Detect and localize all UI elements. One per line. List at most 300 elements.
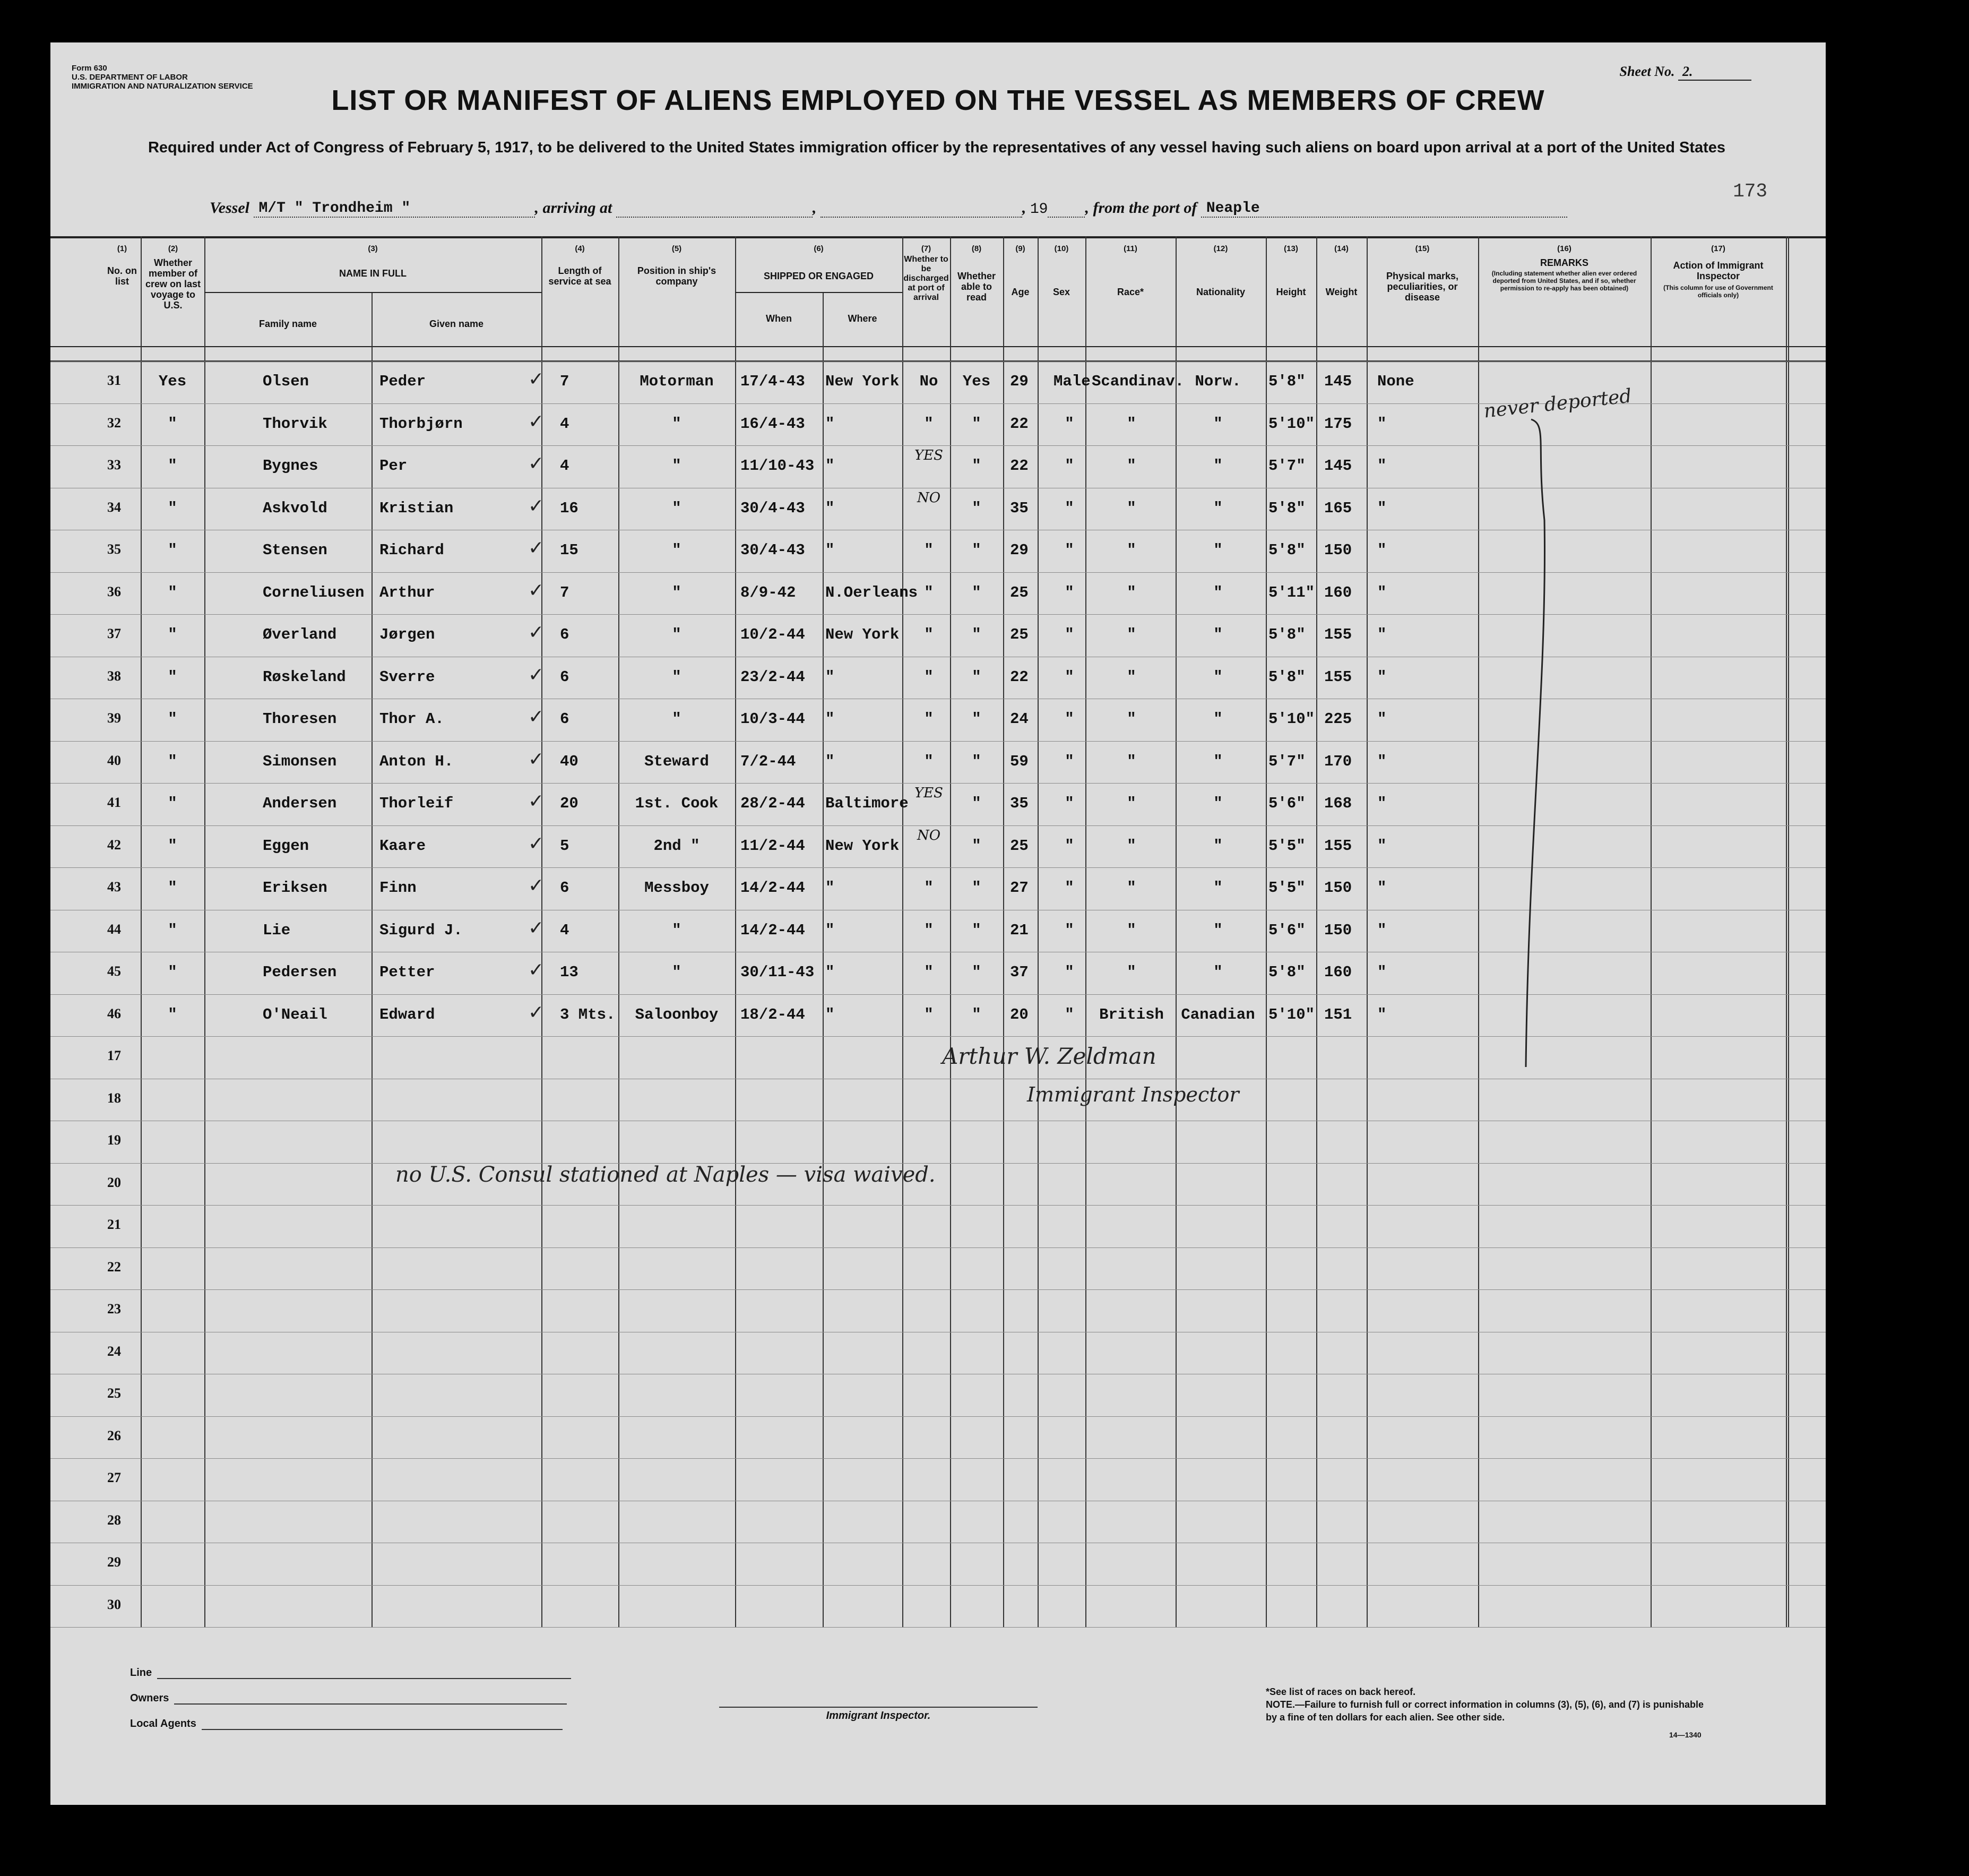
col8-header: Whether able to read [957, 271, 996, 303]
cell-prev: " [168, 626, 177, 643]
cell-family: Lie [263, 921, 291, 939]
cell-nationality: " [1213, 541, 1223, 559]
page-number: 173 [1733, 180, 1767, 202]
cell-sex: " [1065, 541, 1074, 559]
cell-prev: " [168, 1005, 177, 1023]
given-name-header: Given name [429, 319, 484, 329]
cell-prev: " [168, 710, 177, 728]
department-name: U.S. DEPARTMENT OF LABOR [72, 73, 188, 82]
cell-where: Baltimore [825, 795, 909, 812]
cell-sex: " [1065, 499, 1074, 517]
col2-number: (2) [168, 244, 178, 253]
arriving-port-blank [616, 217, 813, 218]
cell-weight: 155 [1324, 668, 1352, 686]
cell-read: " [972, 879, 981, 897]
cell-age: 24 [1010, 710, 1029, 728]
cell-prev: " [168, 795, 177, 812]
cell-family: Eriksen [263, 879, 327, 897]
cell-where: New York [825, 373, 900, 390]
cell-when: 14/2-44 [740, 921, 805, 939]
cell-position: 2nd " [653, 837, 700, 855]
cell-service: 7 [560, 373, 569, 390]
cell-height: 5'7" [1268, 752, 1306, 770]
cell-position: " [672, 457, 681, 475]
remarks-note: never deported [1482, 385, 1633, 423]
cell-service: 40 [560, 752, 578, 770]
cell-when: 10/2-44 [740, 626, 805, 643]
ditto-bracket [1515, 414, 1558, 1072]
cell-service: 6 [560, 668, 569, 686]
cell-prev: Yes [158, 373, 187, 390]
cell-prev: " [168, 541, 177, 559]
checkmark-icon: ✓ [528, 706, 545, 728]
cell-weight: 168 [1324, 795, 1352, 812]
cell-service: 6 [560, 710, 569, 728]
row-number: 33 [107, 457, 121, 472]
column-divider [950, 236, 951, 1627]
cell-age: 20 [1010, 1005, 1029, 1023]
shipped-where-header: Where [848, 313, 877, 324]
cell-when: 17/4-43 [740, 373, 805, 390]
col16-header: REMARKS [1540, 257, 1588, 268]
row-number: 34 [107, 499, 121, 515]
cell-age: 22 [1010, 415, 1029, 433]
cell-family: Thoresen [263, 710, 337, 728]
column-divider [372, 292, 373, 1627]
cell-discharge: " [924, 583, 934, 601]
cell-height: 5'8" [1268, 499, 1306, 517]
column-divider [1367, 236, 1368, 1627]
cell-sex: " [1065, 415, 1074, 433]
cell-prev: " [168, 457, 177, 475]
cell-age: 29 [1010, 373, 1029, 390]
inspector-signature-line: Immigrant Inspector. [719, 1707, 1038, 1722]
row-rule [50, 1458, 1826, 1459]
cell-height: 5'7" [1268, 457, 1306, 475]
checkmark-icon: ✓ [528, 622, 545, 643]
cell-family: Eggen [263, 837, 309, 855]
cell-age: 25 [1010, 837, 1029, 855]
vessel-line: Vessel M/T " Trondheim " , arriving at , , 19 , from the port of Neaple [210, 199, 1696, 218]
col12-number: (12) [1213, 244, 1228, 253]
cell-marks: " [1377, 1005, 1387, 1023]
cell-race: " [1127, 963, 1136, 981]
col15-number: (15) [1415, 244, 1430, 253]
cell-nationality: Norw. [1195, 373, 1241, 390]
empty-row-number: 23 [107, 1301, 121, 1316]
cell-given: Kristian [379, 499, 454, 517]
cell-when: 23/2-44 [740, 668, 805, 686]
col11-header: Race* [1117, 287, 1144, 297]
row-number: 38 [107, 668, 121, 684]
cell-weight: 150 [1324, 541, 1352, 559]
checkmark-icon: ✓ [528, 579, 545, 601]
owners-label: Owners [130, 1692, 169, 1704]
cell-nationality: " [1213, 583, 1223, 601]
cell-given: Thorleif [379, 795, 454, 812]
cell-when: 11/2-44 [740, 837, 805, 855]
cell-age: 35 [1010, 795, 1029, 812]
cell-nationality: " [1213, 752, 1223, 770]
cell-position: " [672, 499, 681, 517]
checkmark-icon: ✓ [528, 748, 545, 770]
col9-header: Age [1011, 287, 1030, 297]
row-number: 43 [107, 879, 121, 894]
cell-age: 59 [1010, 752, 1029, 770]
cell-read: " [972, 626, 981, 643]
cell-marks: " [1377, 626, 1387, 643]
checkmark-icon: ✓ [528, 917, 545, 939]
cell-service: 4 [560, 457, 569, 475]
empty-row-number: 28 [107, 1512, 121, 1528]
cell-discharge: " [924, 752, 934, 770]
col4-header: Length of service at sea [548, 265, 611, 287]
cell-read: " [972, 541, 981, 559]
col3-header: NAME IN FULL [339, 268, 407, 279]
cell-age: 25 [1010, 626, 1029, 643]
cell-where: " [825, 499, 835, 517]
row-rule [50, 1627, 1826, 1628]
cell-service: 5 [560, 837, 569, 855]
cell-discharge: " [924, 710, 934, 728]
cell-age: 21 [1010, 921, 1029, 939]
col5-header: Position in ship's company [637, 265, 716, 287]
cell-sex: " [1065, 668, 1074, 686]
col6-header: SHIPPED OR ENGAGED [763, 271, 874, 281]
checkmark-icon: ✓ [528, 959, 545, 981]
cell-discharge: " [924, 541, 934, 559]
row-rule [50, 361, 1826, 362]
cell-service: 6 [560, 626, 569, 643]
cell-race: " [1127, 710, 1136, 728]
row-number: 45 [107, 963, 121, 979]
cell-service: 3 Mts. [560, 1005, 616, 1023]
cell-marks: " [1377, 752, 1387, 770]
cell-when: 7/2-44 [740, 752, 796, 770]
cell-position: 1st. Cook [635, 795, 719, 812]
footer-note [1266, 1685, 1712, 1724]
cell-weight: 175 [1324, 415, 1352, 433]
column-divider [1003, 236, 1004, 1627]
col14-header: Weight [1325, 287, 1358, 297]
cell-marks: " [1377, 837, 1387, 855]
row-number: 32 [107, 415, 121, 431]
vessel-label: Vessel [210, 199, 249, 217]
cell-marks: " [1377, 457, 1387, 475]
col16-subheader: (Including statement whether alien ever ordered deported from United States, and if so, whether permission to re-apply has been obtained) [1491, 270, 1637, 292]
cell-weight: 225 [1324, 710, 1352, 728]
row-number: 36 [107, 583, 121, 599]
column-divider [1085, 236, 1086, 1627]
cell-age: 35 [1010, 499, 1029, 517]
cell-read: " [972, 1005, 981, 1023]
departure-port: Neaple [1201, 200, 1567, 218]
row-number: 42 [107, 837, 121, 853]
col2-header: Whether member of crew on last voyage to U.S. [145, 257, 201, 311]
checkmark-icon: ✓ [528, 410, 545, 433]
checkmark-icon: ✓ [528, 832, 545, 855]
inspector-signature: Arthur W. Zeldman [942, 1043, 1156, 1069]
cell-weight: 160 [1324, 583, 1352, 601]
cell-service: 13 [560, 963, 578, 981]
cell-where: N.Oerleans [825, 583, 918, 601]
cell-discharge: " [924, 668, 934, 686]
col10-header: Sex [1052, 287, 1070, 297]
cell-nationality: " [1213, 626, 1223, 643]
cell-service: 4 [560, 415, 569, 433]
inspector-title: Immigrant Inspector [1027, 1083, 1239, 1106]
printer-code: 14—1340 [1669, 1731, 1702, 1739]
row-rule [50, 1205, 1826, 1206]
row-number: 41 [107, 795, 121, 810]
row-rule [50, 825, 1826, 826]
cell-position: " [672, 921, 681, 939]
sheet-number [1620, 64, 1752, 81]
cell-service: 16 [560, 499, 578, 517]
cell-marks: " [1377, 963, 1387, 981]
cell-prev: " [168, 963, 177, 981]
cell-race: " [1127, 837, 1136, 855]
column-divider [141, 236, 142, 1627]
cell-position: " [672, 963, 681, 981]
row-rule [50, 994, 1826, 995]
cell-sex: " [1065, 457, 1074, 475]
cell-weight: 151 [1324, 1005, 1352, 1023]
cell-read: " [972, 415, 981, 433]
cell-race: " [1127, 752, 1136, 770]
cell-race: Scandinav. [1092, 373, 1185, 390]
cell-height: 5'5" [1268, 879, 1306, 897]
cell-sex: " [1065, 879, 1074, 897]
cell-where: " [825, 415, 835, 433]
cell-nationality: " [1213, 795, 1223, 812]
cell-age: 37 [1010, 963, 1029, 981]
checkmark-icon: ✓ [528, 875, 545, 897]
cell-discharge: YES [914, 785, 943, 801]
cell-height: 5'8" [1268, 963, 1306, 981]
penalty-note: NOTE.—Failure to furnish full or correct information in columns (3), (5), (6), and (7) is punishable by a fine of ten dollars for each alien. See other side. [1266, 1699, 1704, 1723]
row-rule [50, 741, 1826, 742]
document-subtitle: Required under Act of Congress of February 5, 1917, to be delivered to the United States immigration officer by the representatives of any vessel having such aliens on board upon arrival at a port of the United States [148, 139, 1726, 156]
cell-nationality: " [1213, 879, 1223, 897]
cell-family: Pedersen [263, 963, 337, 981]
col7-header: Whether to be discharged at port of arrival [903, 255, 949, 302]
row-rule [50, 783, 1826, 784]
col13-header: Height [1276, 287, 1306, 297]
cell-marks: " [1377, 795, 1387, 812]
cell-discharge: " [924, 963, 934, 981]
year-blank [1048, 217, 1085, 218]
cell-marks: " [1377, 710, 1387, 728]
cell-race: British [1099, 1005, 1164, 1023]
col12-header: Nationality [1196, 287, 1245, 297]
cell-family: Stensen [263, 541, 327, 559]
cell-weight: 160 [1324, 963, 1352, 981]
form-number: Form 630 [72, 64, 107, 73]
column-divider [1038, 236, 1039, 1627]
cell-sex: " [1065, 921, 1074, 939]
cell-nationality: " [1213, 499, 1223, 517]
sheet-number-value: 2. [1678, 64, 1751, 81]
cell-read: " [972, 837, 981, 855]
name-header-divider [204, 292, 541, 293]
vessel-name: M/T " Trondheim " [254, 200, 535, 218]
cell-race: " [1127, 499, 1136, 517]
col1-header: No. on list [107, 265, 137, 287]
footer-fields [130, 1667, 571, 1743]
empty-row-number: 18 [107, 1090, 121, 1106]
col6-number: (6) [814, 244, 824, 253]
checkmark-icon: ✓ [528, 453, 545, 475]
col14-number: (14) [1334, 244, 1349, 253]
cell-race: " [1127, 415, 1136, 433]
cell-read: " [972, 795, 981, 812]
row-rule [50, 614, 1826, 615]
cell-discharge: NO [917, 827, 941, 844]
cell-given: Edward [379, 1005, 435, 1023]
cell-when: 8/9-42 [740, 583, 796, 601]
column-divider [1266, 236, 1267, 1627]
cell-discharge: " [924, 415, 934, 433]
col7-number: (7) [921, 244, 931, 253]
column-divider [1786, 236, 1789, 1627]
row-rule [50, 1289, 1826, 1290]
cell-prev: " [168, 415, 177, 433]
cell-where: " [825, 1005, 835, 1023]
cell-given: Jørgen [379, 626, 435, 643]
cell-discharge: " [924, 921, 934, 939]
sheet-number-label: Sheet No. [1619, 64, 1675, 79]
row-rule [50, 1416, 1826, 1417]
checkmark-icon: ✓ [528, 537, 545, 559]
row-number: 44 [107, 921, 121, 937]
cell-family: Corneliusen [263, 583, 365, 601]
cell-prev: " [168, 837, 177, 855]
cell-when: 30/4-43 [740, 499, 805, 517]
empty-row-number: 20 [107, 1174, 121, 1190]
column-divider [1478, 236, 1479, 1627]
cell-position: " [672, 541, 681, 559]
cell-where: New York [825, 626, 900, 643]
column-divider [735, 236, 736, 1627]
cell-given: Sigurd J. [379, 921, 463, 939]
cell-service: 6 [560, 879, 569, 897]
cell-prev: " [168, 499, 177, 517]
cell-service: 15 [560, 541, 578, 559]
cell-age: 29 [1010, 541, 1029, 559]
from-port-label: , from the port of [1085, 199, 1197, 217]
cell-when: 18/2-44 [740, 1005, 805, 1023]
cell-family: O'Neail [263, 1005, 327, 1023]
column-divider [902, 236, 903, 1627]
row-rule [50, 445, 1826, 446]
cell-weight: 145 [1324, 373, 1352, 390]
cell-read: " [972, 668, 981, 686]
cell-height: 5'11" [1268, 583, 1315, 601]
cell-race: " [1127, 668, 1136, 686]
cell-sex: Male [1053, 373, 1091, 390]
cell-position: Saloonboy [635, 1005, 719, 1023]
col4-number: (4) [575, 244, 585, 253]
cell-read: " [972, 963, 981, 981]
cell-age: 22 [1010, 668, 1029, 686]
cell-prev: " [168, 668, 177, 686]
cell-sex: " [1065, 626, 1074, 643]
cell-nationality: Canadian [1181, 1005, 1255, 1023]
empty-row-number: 22 [107, 1259, 121, 1275]
col15-header: Physical marks, peculiarities, or disease [1386, 271, 1459, 303]
cell-when: 16/4-43 [740, 415, 805, 433]
cell-marks: " [1377, 921, 1387, 939]
checkmark-icon: ✓ [528, 1001, 545, 1023]
cell-family: Andersen [263, 795, 337, 812]
cell-nationality: " [1213, 415, 1223, 433]
cell-sex: " [1065, 795, 1074, 812]
empty-row-number: 17 [107, 1048, 121, 1063]
cell-height: 5'10" [1268, 1005, 1315, 1023]
cell-height: 5'10" [1268, 710, 1315, 728]
cell-height: 5'5" [1268, 837, 1306, 855]
cell-weight: 170 [1324, 752, 1352, 770]
cell-position: Messboy [644, 879, 709, 897]
shipped-when-header: When [766, 313, 792, 324]
cell-position: " [672, 583, 681, 601]
arrival-date-blank [821, 217, 1022, 218]
cell-weight: 145 [1324, 457, 1352, 475]
cell-given: Peder [379, 373, 426, 390]
empty-row-number: 27 [107, 1470, 121, 1485]
cell-given: Kaare [379, 837, 426, 855]
row-number: 39 [107, 710, 121, 726]
cell-where: " [825, 541, 835, 559]
col10-number: (10) [1054, 244, 1069, 253]
cell-given: Thorbjørn [379, 415, 463, 433]
cell-family: Olsen [263, 373, 309, 390]
cell-race: " [1127, 879, 1136, 897]
cell-marks: " [1377, 541, 1387, 559]
empty-row-number: 19 [107, 1132, 121, 1148]
row-rule [50, 572, 1826, 573]
row-rule [50, 1585, 1826, 1586]
cell-weight: 150 [1324, 921, 1352, 939]
column-divider [618, 236, 619, 1627]
cell-marks: " [1377, 415, 1387, 433]
cell-given: Per [379, 457, 408, 475]
cell-given: Anton H. [379, 752, 454, 770]
cell-when: 11/10-43 [740, 457, 815, 475]
cell-weight: 155 [1324, 837, 1352, 855]
cell-where: " [825, 879, 835, 897]
cell-race: " [1127, 457, 1136, 475]
cell-height: 5'8" [1268, 668, 1306, 686]
cell-family: Røskeland [263, 668, 346, 686]
cell-race: " [1127, 921, 1136, 939]
local-agents-label: Local Agents [130, 1718, 196, 1729]
cell-where: " [825, 963, 835, 981]
cell-where: " [825, 710, 835, 728]
empty-row-number: 21 [107, 1217, 121, 1232]
col8-number: (8) [971, 244, 982, 253]
row-number: 31 [107, 373, 121, 388]
cell-service: 7 [560, 583, 569, 601]
cell-marks: " [1377, 879, 1387, 897]
column-divider [1176, 236, 1177, 1627]
cell-sex: " [1065, 583, 1074, 601]
empty-row-number: 25 [107, 1386, 121, 1401]
cell-where: " [825, 752, 835, 770]
cell-race: " [1127, 626, 1136, 643]
cell-height: 5'8" [1268, 626, 1306, 643]
